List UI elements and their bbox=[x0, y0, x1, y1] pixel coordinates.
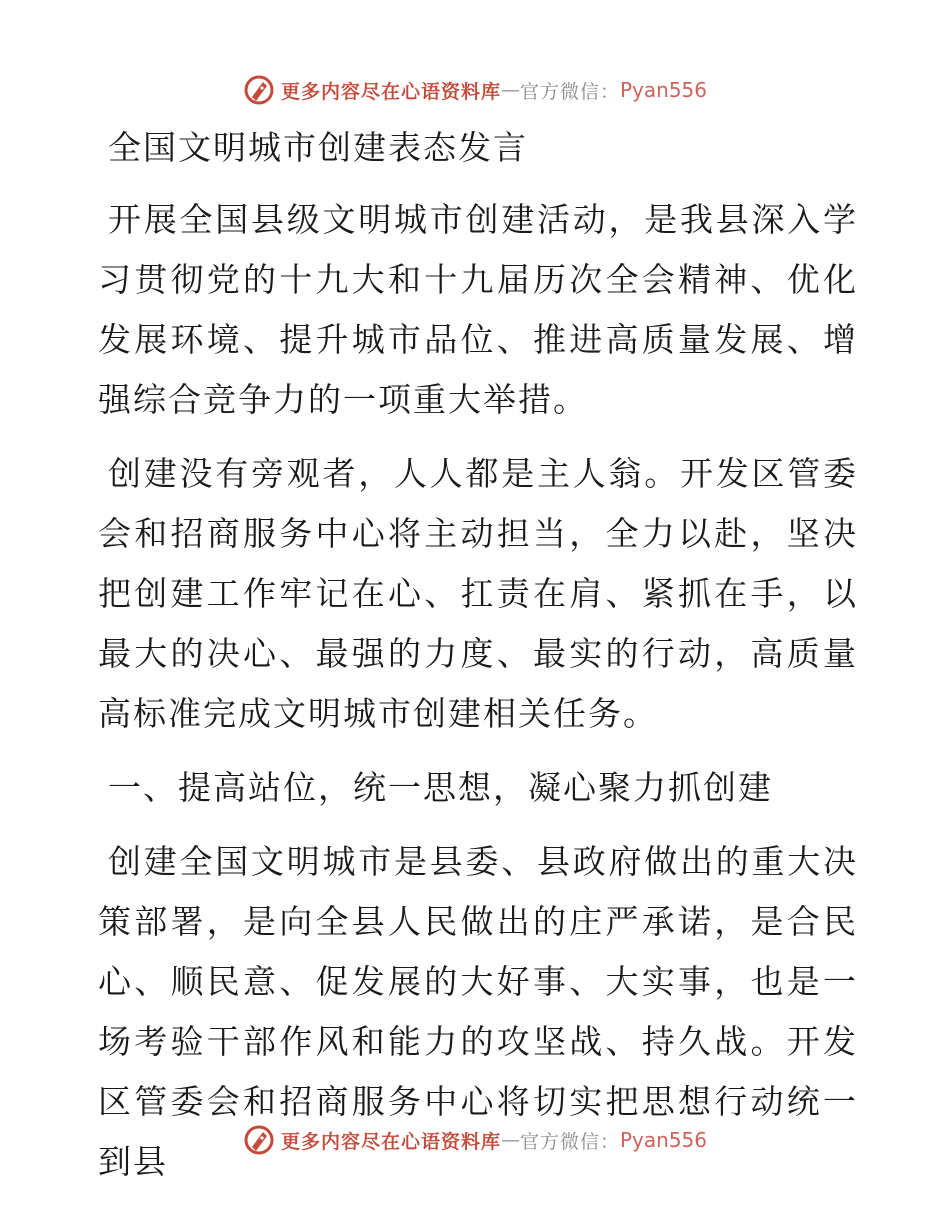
pen-nib-logo-icon bbox=[243, 1124, 275, 1156]
paragraph-1: 开展全国县级文明城市创建活动，是我县深入学习贯彻党的十九大和十九届历次全会精神、优化发展环境、提升城市品位、推进高质量发展、增强综合竞争力的一项重大举措。 bbox=[98, 200, 858, 419]
watermark-main-text: 更多内容尽在心语资料库 bbox=[280, 80, 501, 103]
watermark-separator: — bbox=[500, 79, 520, 101]
document-title: 全国文明城市创建表态发言 bbox=[108, 128, 528, 167]
section-heading-1: 一、提高站位，统一思想，凝心聚力抓创建 bbox=[108, 768, 773, 807]
watermark-official-label: 官方微信： bbox=[519, 1130, 620, 1153]
watermark-separator: — bbox=[500, 1129, 520, 1151]
document-body bbox=[98, 120, 858, 1206]
watermark-wechat-id: Pyan556 bbox=[620, 1128, 708, 1152]
pen-nib-logo-icon bbox=[243, 74, 275, 106]
watermark-wechat-id: Pyan556 bbox=[620, 78, 708, 102]
paragraph-3: 创建全国文明城市是县委、县政府做出的重大决策部署，是向全县人民做出的庄严承诺，是合民心、顺民意、促发展的大好事、大实事，也是一场考验干部作风和能力的攻坚战、持久战。开发区管委会和招商服务中心将切实把思想行动统一到县 bbox=[98, 842, 858, 1181]
paragraph-2: 创建没有旁观者，人人都是主人翁。开发区管委会和招商服务中心将主动担当，全力以赴，坚决把创建工作牢记在心、扛责在肩、紧抓在手，以最大的决心、最强的力度、最实的行动，高质量高标准完成文明城市创建相关任务。 bbox=[98, 454, 858, 733]
watermark-official-label: 官方微信： bbox=[519, 80, 620, 103]
watermark-main-text: 更多内容尽在心语资料库 bbox=[280, 1130, 501, 1153]
watermark-banner-bottom bbox=[0, 1120, 950, 1160]
watermark-banner-top bbox=[0, 70, 950, 110]
